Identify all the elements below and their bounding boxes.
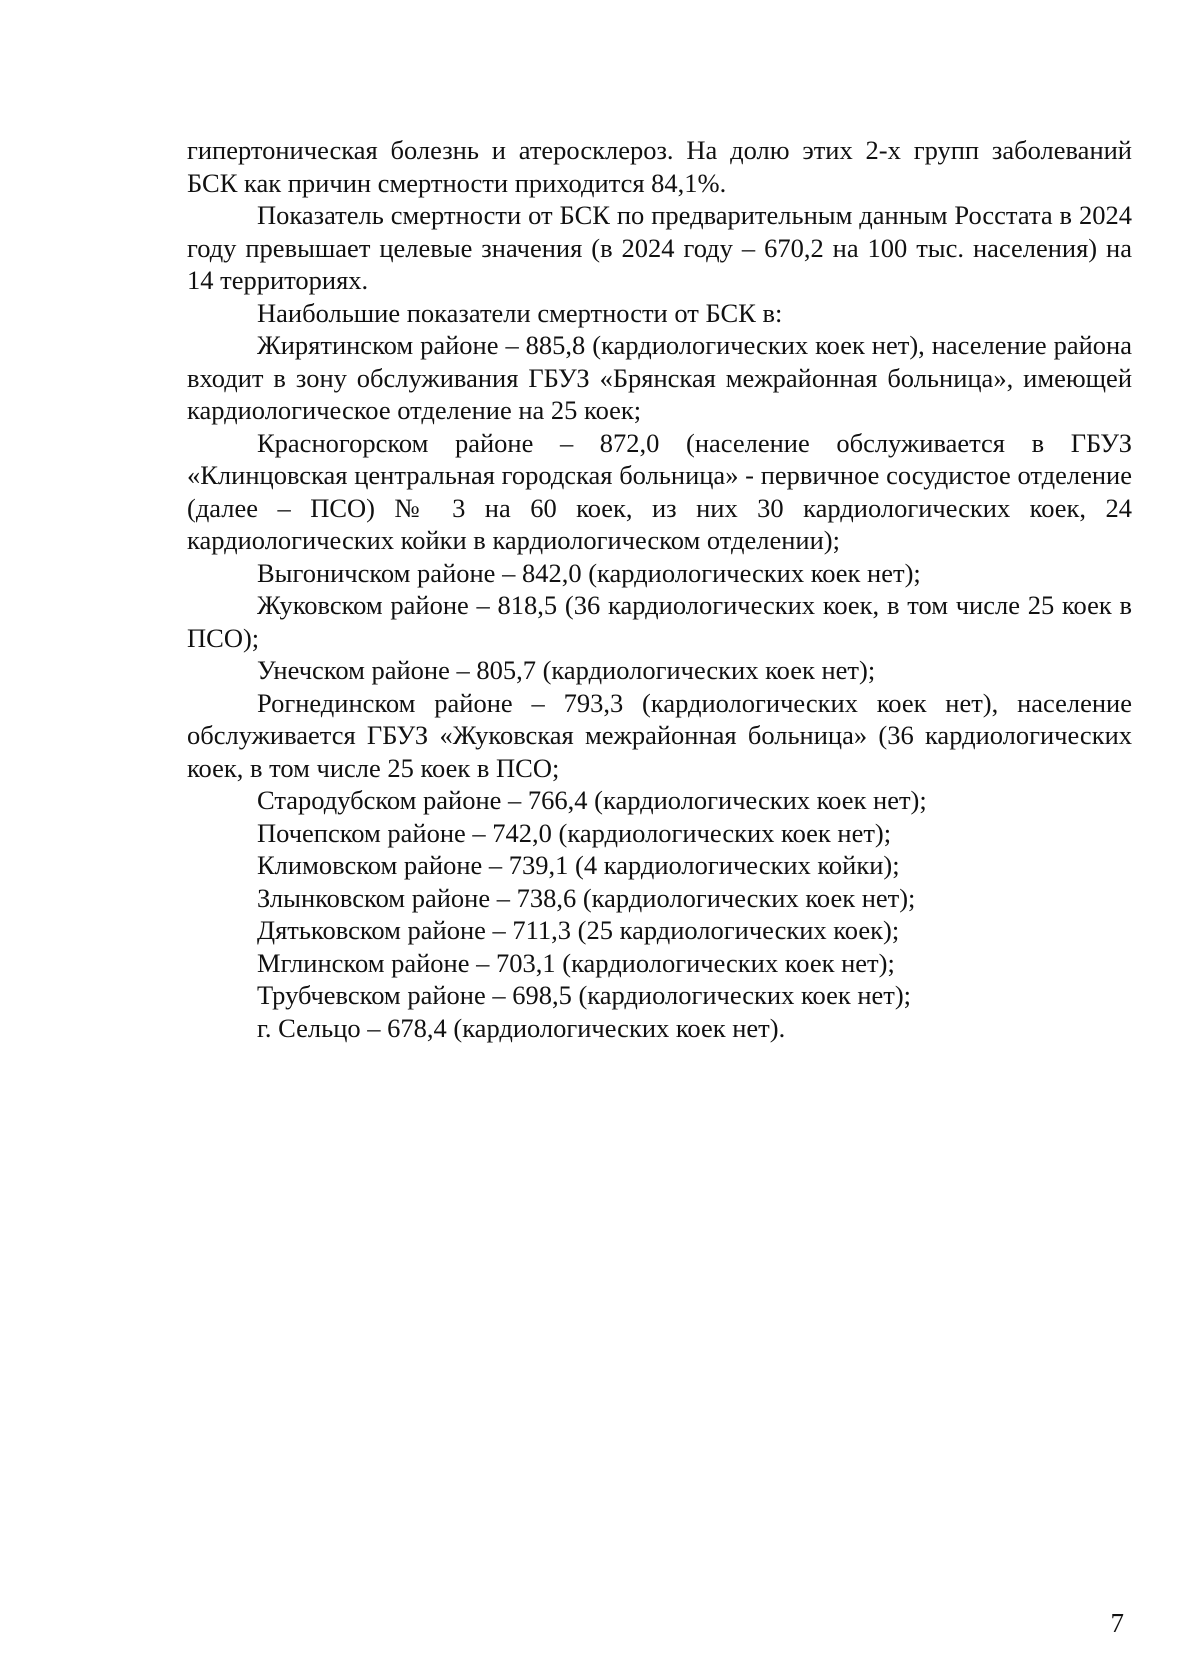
district-item: Дятьковском районе – 711,3 (25 кардиологических коек);: [257, 915, 900, 945]
district-item: Стародубском районе – 766,4 (кардиологических коек нет);: [257, 785, 927, 815]
district-item: Злынковском районе – 738,6 (кардиологических коек нет);: [257, 882, 916, 913]
district-item: Трубчевском районе – 698,5 (кардиологических коек нет);: [257, 980, 912, 1010]
page-number: 7: [1110, 1608, 1124, 1638]
paragraph-conclusion: гипертоническая болезнь и атеросклероз. На долю этих 2-х групп заболеваний БСК как причин смертности приходится 84,1%.: [187, 135, 1132, 198]
district-item: Климовском районе – 739,1 (4 кардиологических койки);: [257, 850, 900, 880]
district-item: Выгоничском районе – 842,0 (кардиологических коек нет);: [257, 557, 921, 588]
district-item: Мглинском районе – 703,1 (кардиологических коек нет);: [257, 947, 895, 978]
district-item: Жуковском районе – 818,5 (36 кардиологических коек, в том числе 25 коек в ПСО);: [187, 590, 1132, 653]
district-item: Красногорском районе – 872,0 (население обслуживается в ГБУЗ «Клинцовская центральная городская больница» - первичное сосудистое отделение (далее – ПСО) № 3 на 60 коек, из них 30 кардиологических коек, 24 кардиологических койки в кардиологическом отделении);: [187, 427, 1132, 555]
district-item: Унечском районе – 805,7 (кардиологических коек нет);: [257, 655, 876, 685]
document-body: [187, 134, 1132, 1044]
paragraph-highest-indicators: Наибольшие показатели смертности от БСК в:: [257, 297, 783, 328]
district-item: Рогнединском районе – 793,3 (кардиологических коек нет), население обслуживается ГБУЗ «Жуковская межрайонная больница» (36 кардиологических коек, в том числе 25 коек в ПСО;: [187, 687, 1132, 783]
district-item: Почепском районе – 742,0 (кардиологических коек нет);: [257, 817, 892, 848]
district-item: Жирятинском районе – 885,8 (кардиологических коек нет), население района входит в зону обслуживания ГБУЗ «Брянская межрайонная больница», имеющей кардиологическое отделение на 25 коек;: [187, 330, 1132, 425]
paragraph-mortality-indicator: Показатель смертности от БСК по предварительным данным Росстата в 2024 году превышает целевые значения (в 2024 году – 670,2 на 100 тыс. населения) на 14 территориях.: [187, 200, 1132, 295]
district-item: г. Сельцо – 678,4 (кардиологических коек нет).: [257, 1012, 786, 1043]
